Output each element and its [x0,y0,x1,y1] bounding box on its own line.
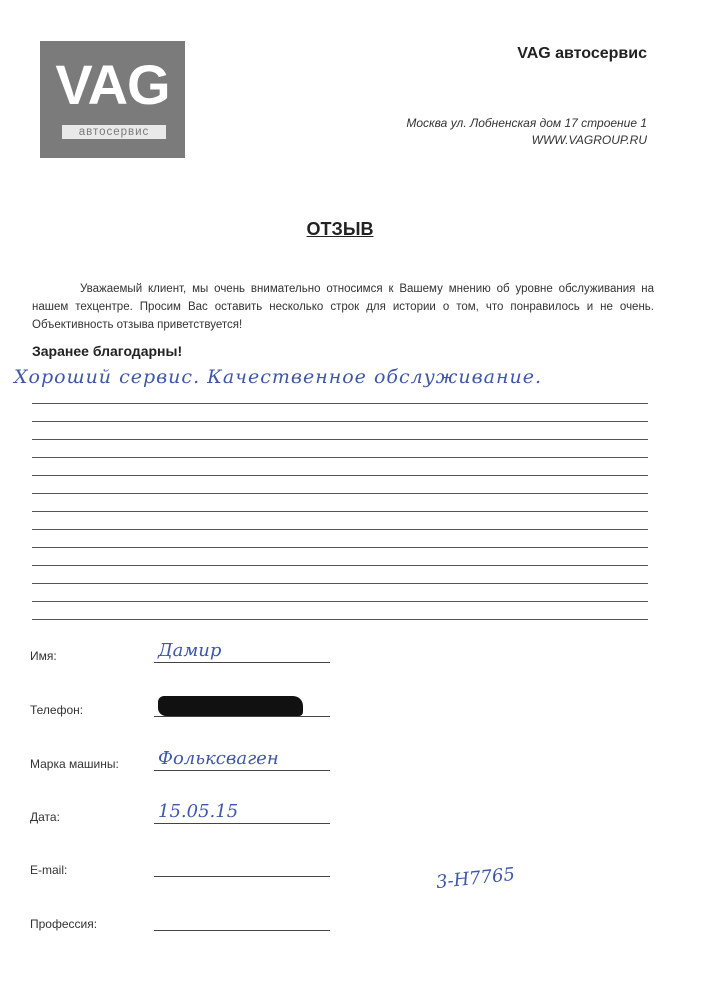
company-address-block [406,115,647,149]
name-value: Дамир [158,640,222,661]
car-label: Марка машины: [30,757,119,771]
car-field[interactable] [30,749,330,771]
review-line [32,602,648,620]
company-website: WWW.VAGROUP.RU [531,133,647,147]
date-line [154,823,330,824]
phone-field[interactable] [30,695,330,717]
review-line [32,530,648,548]
logo-sub-text: автосервис [62,125,166,139]
page-title: ОТЗЫВ [306,219,374,239]
email-label: E-mail: [30,863,68,877]
review-line [32,512,648,530]
review-line [32,422,648,440]
profession-line [154,930,330,931]
review-handwritten-text: Хороший сервис. Качественное обслуживание. [14,366,543,388]
review-line [32,584,648,602]
review-line [32,458,648,476]
review-line [32,386,648,404]
date-field[interactable] [30,802,330,824]
company-address: Москва ул. Лобненская дом 17 строение 1 [406,116,647,130]
profession-field[interactable] [30,909,330,931]
email-line [154,876,330,877]
thanks-heading: Заранее благодарны! [32,343,183,359]
name-line [154,662,330,663]
handwritten-ticket-number: 3-Н7765 [435,863,516,894]
email-field[interactable] [30,855,330,877]
review-line [32,548,648,566]
date-value: 15.05.15 [158,801,239,822]
review-line [32,404,648,422]
review-line [32,476,648,494]
review-line [32,440,648,458]
car-value: Фольксваген [158,748,279,769]
phone-redaction-mark [158,696,303,716]
name-label: Имя: [30,649,57,663]
profession-label: Профессия: [30,917,98,931]
review-line [32,566,648,584]
intro-paragraph: Уважаемый клиент, мы очень внимательно относимся к Вашему мнению об уровне обслуживания на нашем техцентре. Просим Вас оставить несколько строк для истории о том, что понравилось и не очень. Объективность отзыва приветствуется! [32,283,654,331]
date-label: Дата: [30,810,60,824]
phone-line [154,716,330,717]
name-field[interactable] [30,641,330,663]
logo-main-text: VAG [55,53,170,116]
review-line [32,494,648,512]
company-name: VAG автосервис [517,45,647,62]
phone-label: Телефон: [30,703,84,717]
review-lines[interactable] [32,386,648,620]
vag-logo [40,41,185,158]
car-line [154,770,330,771]
